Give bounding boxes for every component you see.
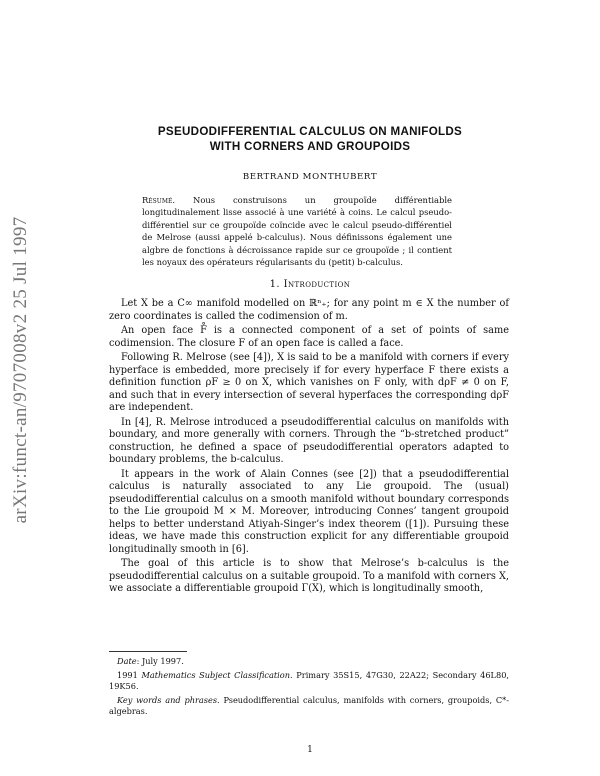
section-number: 1. [269,279,280,290]
paragraph: Let X be a C∞ manifold modelled on ℝⁿ₊; for any point m ∈ X the number of zero coordinates is called the codimension of m. [109,298,509,322]
footnote-keywords [109,695,509,718]
paragraph: It appears in the work of Alain Connes (see [2]) that a pseudodifferential calculus is naturally associated to any Lie groupoid. The (usual) pseudodifferential calculus on a smooth manifold without boundary corresponds to the Lie groupoid M × M. Moreover, introducing Connes’ tangent groupoid helps to better understand Atiyah-Singer’s index theorem ([1]). Pursuing these ideas, we have made this construction explicit for any differentiable groupoid longitudinally smooth in [6]. [109,468,509,555]
paragraph: An open face F̊ is a connected component of a set of points of same codimension. The closure F of an open face is called a face. [109,325,509,349]
footnote-date [109,656,509,668]
paragraph: In [4], R. Melrose introduced a pseudodifferential calculus on manifolds with boundary, and more generally with corners. Through the “b-stretched product” construction, he defined a space of pseudodifferential operators adapted to boundary problems, the b-calculus. [109,416,509,465]
msc-value: Primary 35S15, 47G30, 22A22; Secondary 46L80, 19K56. [109,669,510,692]
page-number: 1 [307,745,313,755]
date-value: : July 1997. [136,656,184,666]
section-heading [100,279,520,290]
date-label: Date [117,656,137,666]
footnote-rule [109,651,187,652]
abstract [142,194,452,268]
body-text [109,298,509,598]
arxiv-stamp [8,200,34,540]
footnotes [109,656,509,720]
abstract-text: Nous construisons un groupoïde différentiable longitudinalement lisse associé à une variété à coins. Le calcul pseudo-différentiel sur ce groupoïde coïncide avec le calcul pseudo-différentiel de Melrose (aussi appelé b-calculus). Nous définissons également une algbre de fonctions à décroissance rapide sur ce groupoïde ; il contient les noyaux des opérateurs régularisants du (petit) b-calculus. [142,195,452,268]
paper-title [100,124,520,154]
arxiv-stamp-text: arXiv:funct-an/9707008v2 25 Jul 1997 [10,216,31,524]
title-line-1: PSEUDODIFFERENTIAL CALCULUS ON MANIFOLDS [157,125,463,138]
keywords-value: Pseudodifferential calculus, manifolds with corners, groupoids, C*-algebras. [109,694,509,717]
author: BERTRAND MONTHUBERT [242,172,378,182]
title-line-2: WITH CORNERS AND GROUPOIDS [209,140,411,153]
paragraph: The goal of this article is to show that Melrose’s b-calculus is the pseudodifferential calculus on a suitable groupoid. To a manifold with corners X, we associate a differentiable groupoid Γ(X), which is longitudinally smooth, [109,558,509,594]
msc-prefix: 1991 [117,669,138,680]
abstract-label: Résumé. [142,195,176,205]
keywords-label: Key words and phrases. [117,694,220,705]
section-title: Introduction [283,279,351,290]
msc-label: Mathematics Subject Classification. [141,669,293,680]
footnote-msc [109,670,509,693]
paragraph: Following R. Melrose (see [4]), X is said to be a manifold with corners if every hyperface is embedded, more precisely if for every hyperface F there exists a definition function ρF ≥ 0 on X, which vanishes on F only, with dρF ≠ 0 on F, and such that in every intersection of several hyperfaces the corresponding dρF are independent. [109,352,509,413]
